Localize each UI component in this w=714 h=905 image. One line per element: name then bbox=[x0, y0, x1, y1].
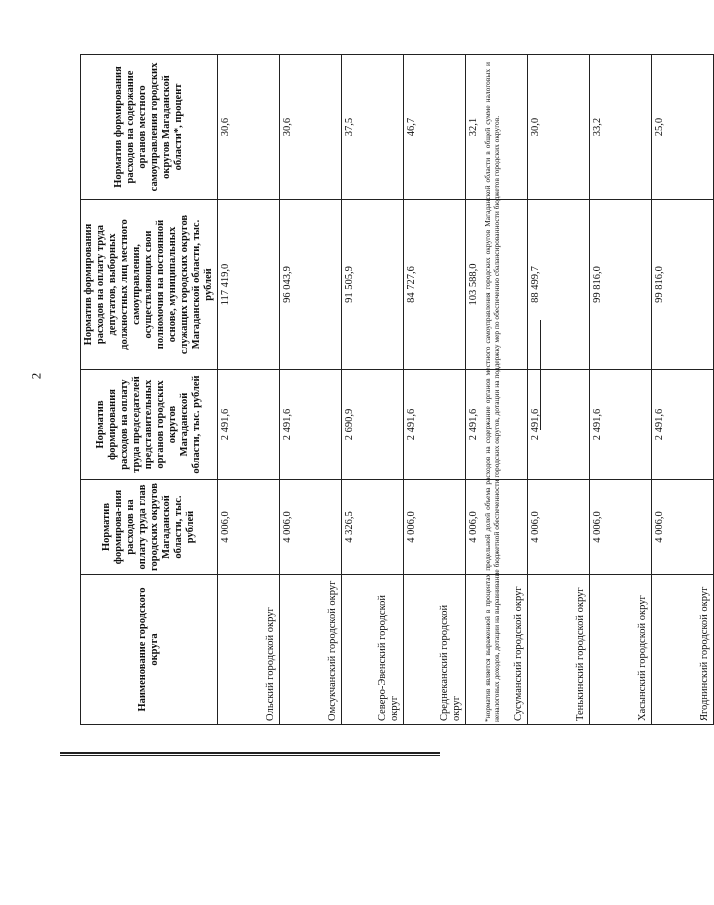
chair-salary-norm: 2 491,6 bbox=[218, 370, 280, 480]
head-salary-norm: 4 006,0 bbox=[280, 480, 342, 575]
table-row bbox=[342, 55, 404, 725]
footnote: *норматив является выраженной в процентах предельной долей объема расходов на содержание органов местного самоуправления городских округов Магаданской области в общей сумме налоговых и неналоговых доходов, дотации на выравнивание бюджетной обеспеченности городских округов, дотации на поддержку мер по обеспечению сбалансированности бюджетов городских округов. bbox=[483, 62, 501, 722]
district-name: Хасынский городской округ bbox=[590, 575, 652, 725]
head-salary-norm: 4 006,0 bbox=[218, 480, 280, 575]
deputies-salary-norm: 91 505,9 bbox=[342, 200, 404, 370]
chair-salary-norm: 2 491,6 bbox=[590, 370, 652, 480]
district-name: Омсукчанский городской округ bbox=[280, 575, 342, 725]
chair-salary-norm: 2 491,6 bbox=[652, 370, 714, 480]
head-salary-norm: 4 006,0 bbox=[590, 480, 652, 575]
table-row bbox=[218, 55, 280, 725]
table-row bbox=[404, 55, 466, 725]
chair-salary-norm: 2 491,6 bbox=[280, 370, 342, 480]
horizontal-rule-bottom-2 bbox=[60, 755, 440, 756]
table-row bbox=[590, 55, 652, 725]
page-number: 2 bbox=[28, 372, 44, 380]
maintenance-norm-percent: 25,0 bbox=[652, 55, 714, 200]
maintenance-norm-percent: 33,2 bbox=[590, 55, 652, 200]
maintenance-norm-percent: 30,6 bbox=[280, 55, 342, 200]
district-name: Сусуманский городской округ bbox=[466, 575, 528, 725]
chair-salary-norm: 2 491,6 bbox=[528, 370, 590, 480]
norms-table bbox=[80, 54, 714, 725]
deputies-salary-norm: 84 727,6 bbox=[404, 200, 466, 370]
head-salary-norm: 4 006,0 bbox=[466, 480, 528, 575]
maintenance-norm-percent: 30,0 bbox=[528, 55, 590, 200]
chair-salary-norm: 2 491,6 bbox=[466, 370, 528, 480]
header-deputies-salary-norm: Норматив формирования расходов на оплату труда депутатов, выборных должностных лиц местного самоуправления, осуществляющих свои полномочия на постоянной основе, муниципальных служащих городских округов Магаданской области, тыс. рублей bbox=[81, 200, 218, 370]
head-salary-norm: 4 006,0 bbox=[652, 480, 714, 575]
district-name: Ольский городской округ bbox=[218, 575, 280, 725]
district-name: Среднеканский городской округ bbox=[404, 575, 466, 725]
header-head-salary-norm: Норматив формирова-ния расходов на оплату труда глав городских округов Магаданской области, тыс. рублей bbox=[81, 480, 218, 575]
table-row bbox=[528, 55, 590, 725]
header-maintenance-norm-percent: Норматив формирования расходов на содержание органов местного самоуправления городских округов Магаданской области*, процент bbox=[81, 55, 218, 200]
chair-salary-norm: 2 491,6 bbox=[404, 370, 466, 480]
chair-salary-norm: 2 690,9 bbox=[342, 370, 404, 480]
maintenance-norm-percent: 32,1 bbox=[466, 55, 528, 200]
district-name: Тенькинский городской округ bbox=[528, 575, 590, 725]
table-row bbox=[652, 55, 714, 725]
maintenance-norm-percent: 46,7 bbox=[404, 55, 466, 200]
maintenance-norm-percent: 37,5 bbox=[342, 55, 404, 200]
table-header-row bbox=[81, 55, 218, 725]
table-row bbox=[280, 55, 342, 725]
deputies-salary-norm: 96 043,9 bbox=[280, 200, 342, 370]
district-name: Северо-Эвенский городской округ bbox=[342, 575, 404, 725]
deputies-salary-norm: 103 588,0 bbox=[466, 200, 528, 370]
deputies-salary-norm: 99 816,0 bbox=[652, 200, 714, 370]
deputies-salary-norm: 117 419,0 bbox=[218, 200, 280, 370]
header-chair-salary-norm: Норматив формирования расходов на оплату труда председателей представительных органов городских округов Магаданской области, тыс. рублей bbox=[81, 370, 218, 480]
head-salary-norm: 4 006,0 bbox=[528, 480, 590, 575]
maintenance-norm-percent: 30,6 bbox=[218, 55, 280, 200]
header-district-name: Наименование городского округа bbox=[81, 575, 218, 725]
deputies-salary-norm: 99 816,0 bbox=[590, 200, 652, 370]
horizontal-rule-bottom bbox=[60, 752, 440, 754]
district-name: Ягоднинский городской округ bbox=[652, 575, 714, 725]
deputies-salary-norm: 88 499,7 bbox=[528, 200, 590, 370]
head-salary-norm: 4 326,5 bbox=[342, 480, 404, 575]
head-salary-norm: 4 006,0 bbox=[404, 480, 466, 575]
